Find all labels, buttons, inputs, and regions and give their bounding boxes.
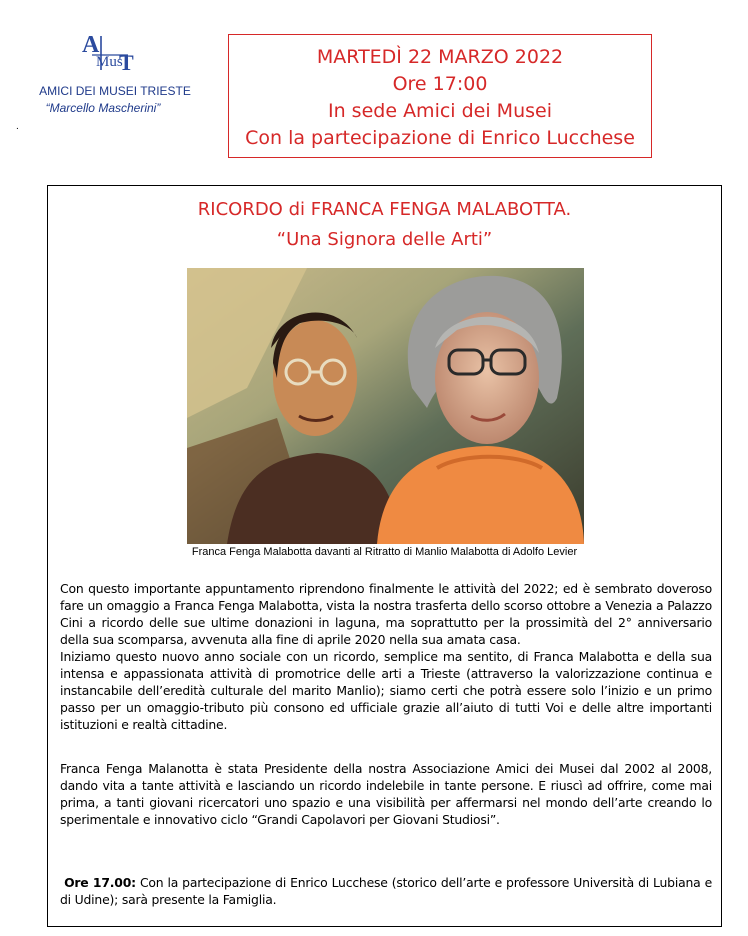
final-note <box>60 874 712 908</box>
org-subtitle: “Marcello Mascherini” <box>45 101 161 115</box>
article-subtitle: “Una Signora delle Arti” <box>276 229 493 250</box>
article-box <box>47 185 722 927</box>
paragraph-intro <box>60 580 712 733</box>
paragraph-3: Franca Fenga Malanotta è stata Presidente della nostra Associazione Amici dei Musei dal 2002 al 2008, dando vita a tante attività e lasciando un ricordo indelebile in tante persone. E riuscì ad offrire, come mai prima, a tanti giovani ricercatori uno spazio e una visibilità per affermarsi nel mondo dell’arte creando lo sperimentale e innovativo ciclo “Grandi Capolavori per Giovani Studiosi”. <box>60 761 712 827</box>
portrait-photo <box>187 268 584 544</box>
event-info-box <box>228 34 652 158</box>
paragraph-2: Iniziamo questo nuovo anno sociale con un ricordo, semplice ma sentito, di Franca Malabotta e della sua intensa e appassionata attività di promotrice delle arti a Trieste (attraverso la valorizzazione continua e instancabile dell’eredità culturale del marito Manlio); siamo certi che potrà essere solo l’inizio e un primo passo per un omaggio-tributo più consono ed ufficiale grazie all’aiuto di tutti Voi e delle altre importanti istituzioni e realtà cittadine. <box>60 649 712 732</box>
svg-text:A: A <box>82 32 100 58</box>
event-guest: Con la partecipazione di Enrico Lucchese <box>245 127 635 149</box>
amust-logo <box>70 30 160 74</box>
org-name: AMICI DEI MUSEI TRIESTE <box>39 84 191 98</box>
paragraph-1: Con questo importante appuntamento riprendono finalmente le attività del 2022; ed è sembrato doveroso fare un omaggio a Franca Fenga Malabotta, vista la nostra trasferta dello scorso ottobre a Venezia a Palazzo Cini a ricordo delle sue ultime donazioni in laguna, ma soprattutto per la prossimità del 2° anniversario della sua scomparsa, avvenuta alla fine di aprile 2020 nella sua amata casa. <box>60 581 712 647</box>
event-venue: In sede Amici dei Musei <box>328 100 552 122</box>
photo-caption: Franca Fenga Malabotta davanti al Ritratto di Manlio Malabotta di Adolfo Levier <box>191 546 578 558</box>
svg-text:Mus: Mus <box>96 54 123 70</box>
article-title: RICORDO di FRANCA FENGA MALABOTTA. <box>197 199 572 220</box>
final-time: Ore 17.00: <box>64 875 136 890</box>
event-time: Ore 17:00 <box>392 73 488 95</box>
dot-mark: . <box>16 121 19 132</box>
final-text: Con la partecipazione di Enrico Lucchese (storico dell’arte e professore Università di Lubiana e di Udine); sarà presente la Famiglia. <box>60 875 713 907</box>
event-date: MARTEDÌ 22 MARZO 2022 <box>316 46 564 68</box>
svg-text:T: T <box>119 50 134 74</box>
